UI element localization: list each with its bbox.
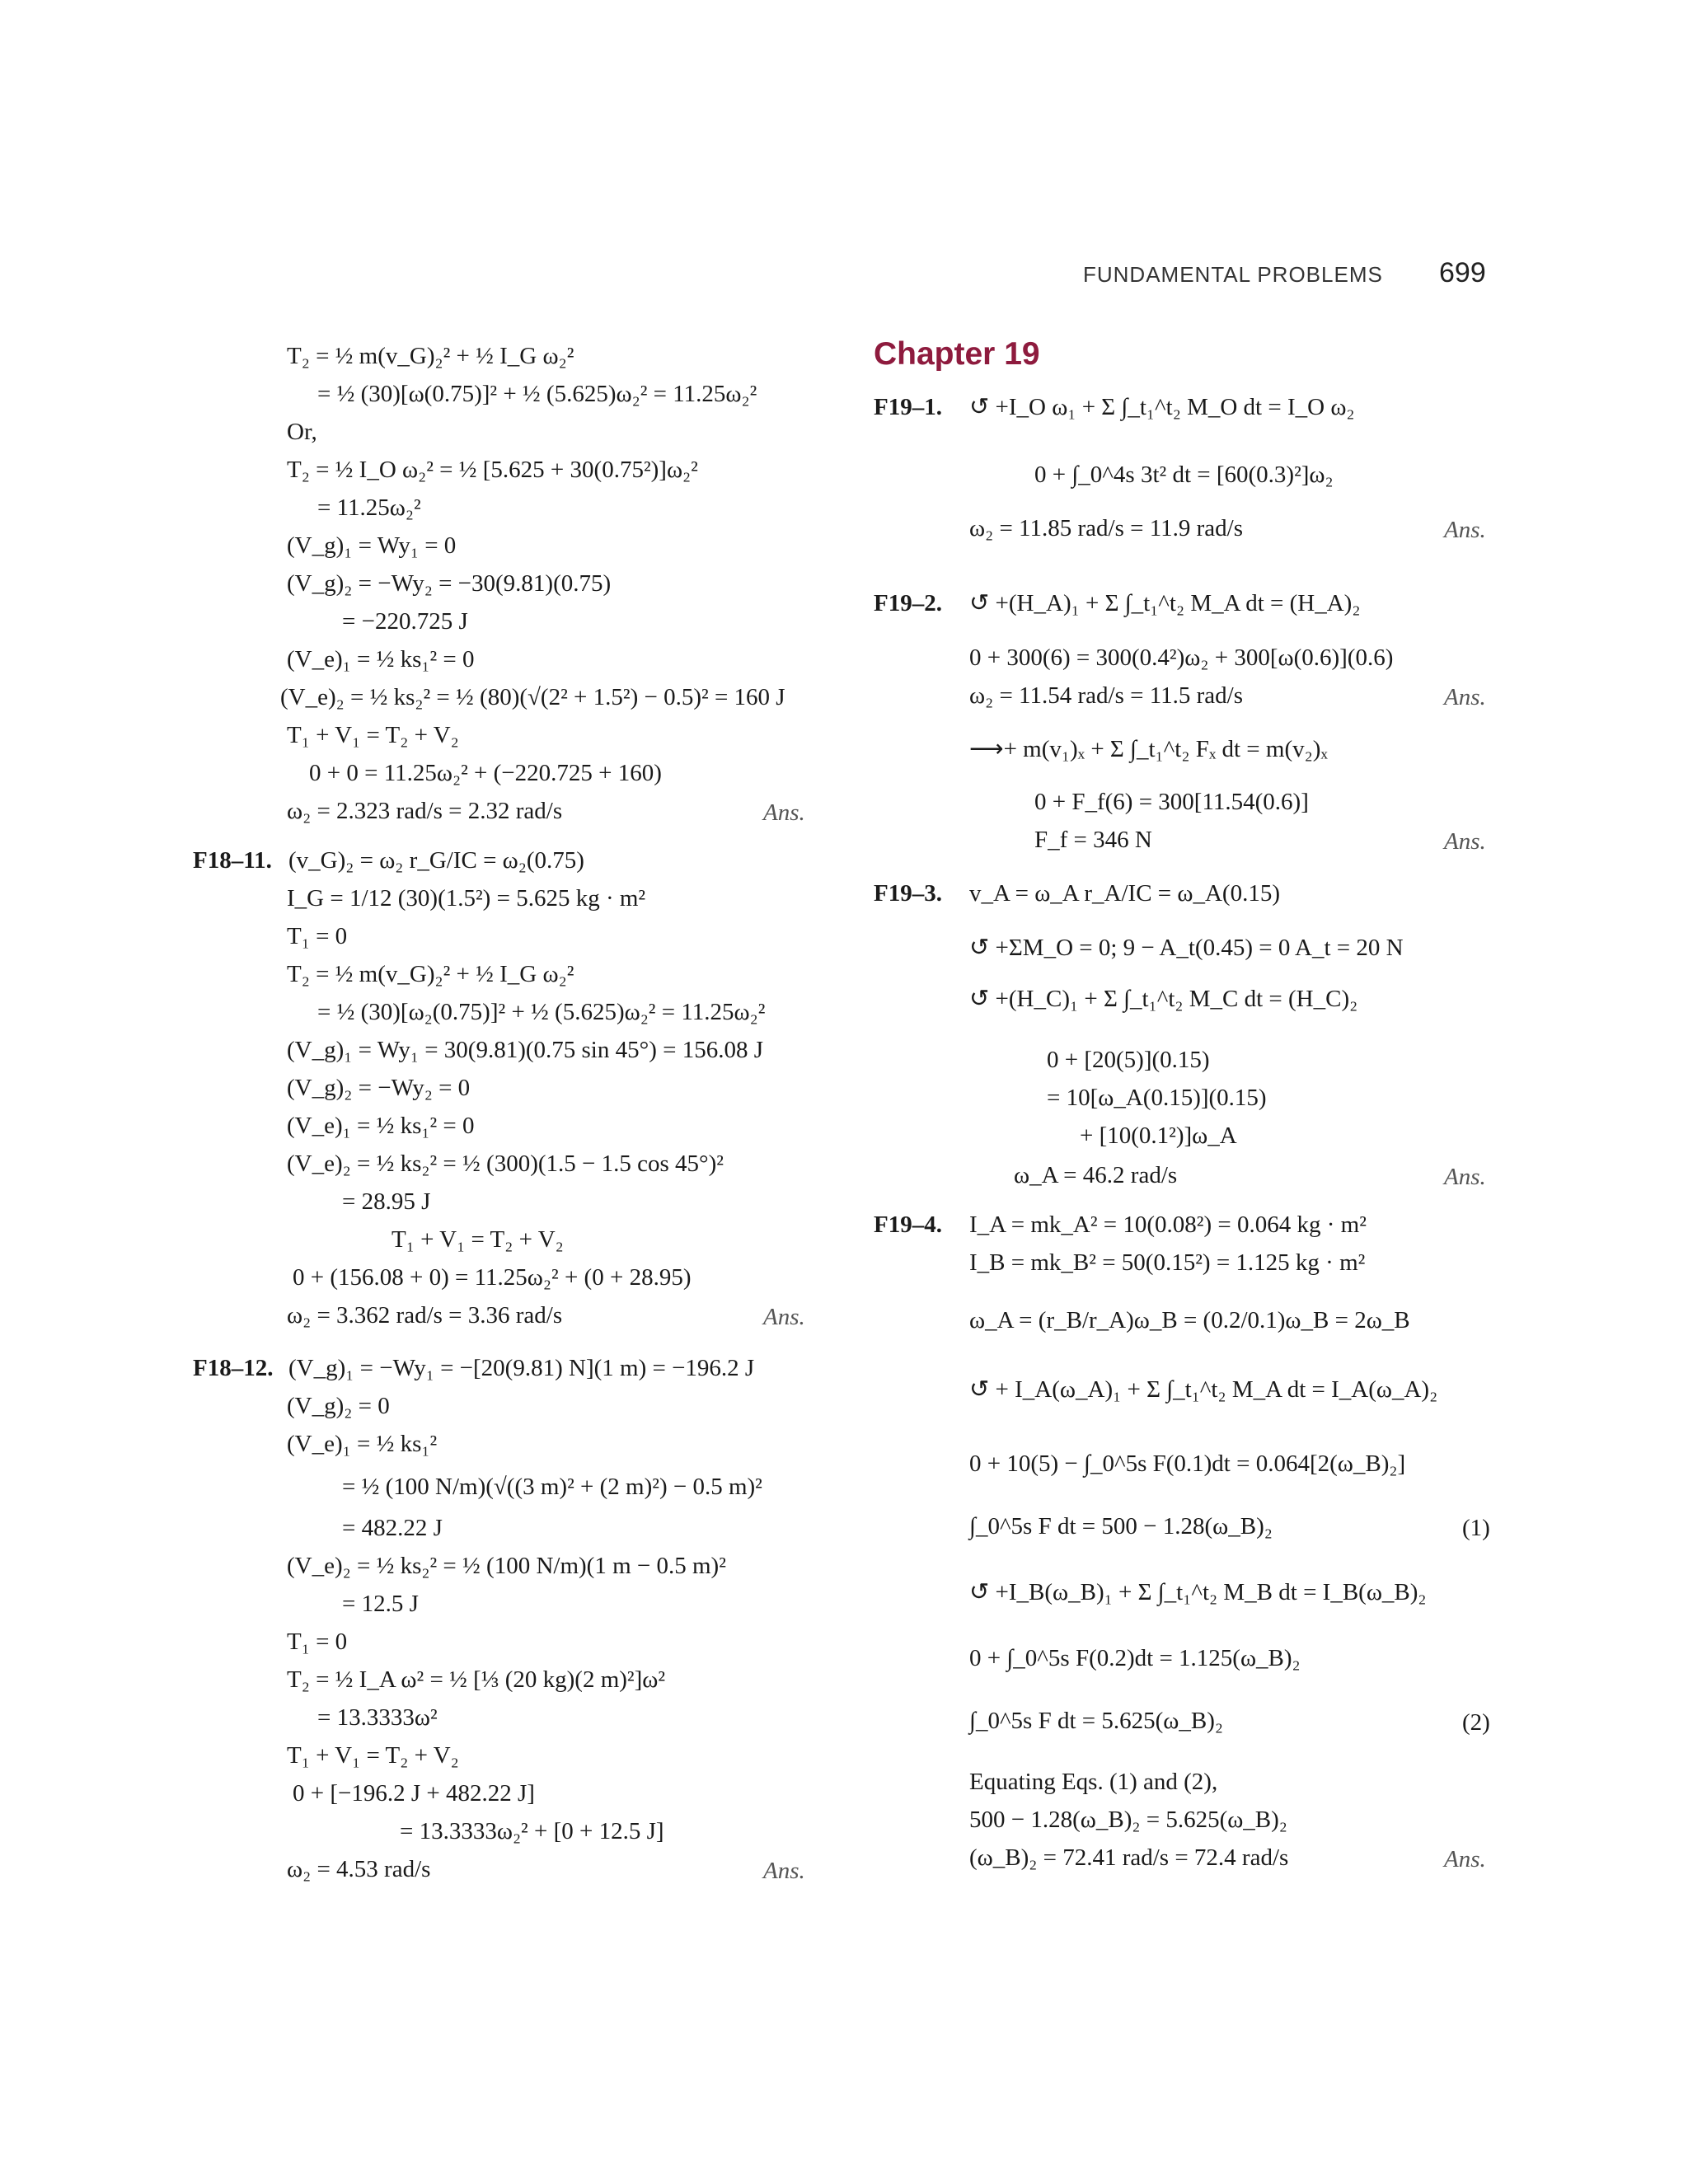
equation-line: T₂ = ½ I_A ω² = ½ [⅓ (20 kg)(2 m)²]ω² (287, 1666, 666, 1693)
equation-line: T₂ = ½ m(v_G)₂² + ½ I_G ω₂² (287, 343, 574, 369)
equation-line: (V_g)₁ = −Wy₁ = −[20(9.81) N](1 m) = −196.2 J (288, 1355, 755, 1381)
equation-line: (V_g)₁ = Wy₁ = 30(9.81)(0.75 sin 45°) = 156.08 J (287, 1037, 764, 1063)
equation-line: T₁ + V₁ = T₂ + V₂ (392, 1226, 564, 1253)
equation-line: = ½ (30)[ω₂(0.75)]² + ½ (5.625)ω₂² = 11.25ω₂² (317, 999, 766, 1025)
equation-line: (V_e)₂ = ½ ks₂² = ½ (300)(1.5 − 1.5 cos 45°)² (287, 1151, 724, 1177)
equation-line: I_B = mk_B² = 50(0.15²) = 1.125 kg · m² (969, 1249, 1366, 1276)
equation-line: ↺ +ΣM_O = 0; 9 − A_t(0.45) = 0 A_t = 20 N (969, 935, 1404, 961)
equation-line: = −220.725 J (342, 608, 468, 635)
problem-label-f18-11: F18–11. (193, 847, 272, 874)
equation-line: Equating Eqs. (1) and (2), (969, 1769, 1218, 1795)
equation-line: 0 + ∫_0^5s F(0.2)dt = 1.125(ω_B)₂ (969, 1645, 1301, 1671)
equation-line: ∫_0^5s F dt = 500 − 1.28(ω_B)₂ (969, 1513, 1273, 1540)
answer-label: Ans. (763, 1858, 805, 1884)
equation-line: = 10[ω_A(0.15)](0.15) (1047, 1085, 1267, 1111)
equation-line: ∫_0^5s F dt = 5.625(ω_B)₂ (969, 1708, 1223, 1734)
equation-line: = 13.3333ω² (317, 1704, 438, 1731)
answer-label: Ans. (763, 799, 805, 826)
equation-line: = 11.25ω₂² (317, 494, 421, 521)
equation-number: (2) (1462, 1709, 1490, 1736)
page-number: 699 (1439, 257, 1486, 288)
equation-line: ω_A = 46.2 rad/s (1014, 1162, 1178, 1188)
equation-line: ↺ +I_B(ω_B)₁ + Σ ∫_t₁^t₂ M_B dt = I_B(ω_B)₂ (969, 1579, 1427, 1605)
answer-label: Ans. (1444, 828, 1486, 855)
equation-line: (ω_B)₂ = 72.41 rad/s = 72.4 rad/s (969, 1844, 1289, 1871)
equation-line: 0 + [−196.2 J + 482.22 J] (293, 1780, 535, 1807)
running-head: FUNDAMENTAL PROBLEMS (1083, 262, 1383, 287)
equation-line: T₂ = ½ I_O ω₂² = ½ [5.625 + 30(0.75²)]ω₂² (287, 457, 698, 483)
problem-label-f19-1: F19–1. (874, 394, 942, 420)
problem-label-f19-4: F19–4. (874, 1212, 942, 1238)
equation-line: 0 + 300(6) = 300(0.4²)ω₂ + 300[ω(0.6)](0.6) (969, 644, 1394, 671)
problem-label-f18-12: F18–12. (193, 1355, 274, 1381)
equation-line: 0 + [20(5)](0.15) (1047, 1047, 1210, 1073)
equation-line: (V_g)₂ = −Wy₂ = −30(9.81)(0.75) (287, 570, 612, 597)
equation-line: (V_g)₂ = −Wy₂ = 0 (287, 1075, 471, 1101)
equation-line: ↺ + I_A(ω_A)₁ + Σ ∫_t₁^t₂ M_A dt = I_A(ω_A)₂ (969, 1376, 1438, 1403)
equation-line: ω₂ = 11.85 rad/s = 11.9 rad/s (969, 515, 1243, 541)
equation-line: ω₂ = 3.362 rad/s = 3.36 rad/s (287, 1302, 563, 1329)
equation-line: 0 + 0 = 11.25ω₂² + (−220.725 + 160) (309, 760, 662, 786)
equation-line: T₂ = ½ m(v_G)₂² + ½ I_G ω₂² (287, 961, 574, 987)
equation-line: 0 + 10(5) − ∫_0^5s F(0.1)dt = 0.064[2(ω_B)₂] (969, 1451, 1406, 1477)
equation-line: (V_e)₁ = ½ ks₁² (287, 1431, 438, 1457)
equation-line: = 12.5 J (342, 1591, 419, 1617)
equation-number: (1) (1462, 1515, 1490, 1541)
equation-line: (V_e)₂ = ½ ks₂² = ½ (100 N/m)(1 m − 0.5 m)² (287, 1553, 726, 1579)
equation-line: (v_G)₂ = ω₂ r_G/IC = ω₂(0.75) (288, 847, 584, 874)
equation-line: (V_g)₁ = Wy₁ = 0 (287, 532, 457, 559)
answer-label: Ans. (1444, 1846, 1486, 1872)
problem-label-f19-2: F19–2. (874, 590, 942, 616)
equation-line: (V_e)₁ = ½ ks₁² = 0 (287, 1113, 475, 1139)
equation-line: ⟶+ m(v₁)ₓ + Σ ∫_t₁^t₂ Fₓ dt = m(v₂)ₓ (969, 736, 1328, 762)
problem-label-f19-3: F19–3. (874, 880, 942, 907)
equation-line: ω₂ = 11.54 rad/s = 11.5 rad/s (969, 682, 1243, 709)
equation-line: (V_e)₁ = ½ ks₁² = 0 (287, 646, 475, 673)
equation-line: = ½ (30)[ω(0.75)]² + ½ (5.625)ω₂² = 11.25ω₂² (317, 381, 757, 407)
page-header (1083, 257, 1495, 290)
answer-label: Ans. (763, 1304, 805, 1330)
equation-line: T₁ + V₁ = T₂ + V₂ (287, 722, 459, 748)
equation-line: ↺ +I_O ω₁ + Σ ∫_t₁^t₂ M_O dt = I_O ω₂ (969, 394, 1355, 420)
equation-line: 500 − 1.28(ω_B)₂ = 5.625(ω_B)₂ (969, 1807, 1287, 1833)
equation-line: I_A = mk_A² = 10(0.08²) = 0.064 kg · m² (969, 1212, 1367, 1238)
equation-line: T₁ + V₁ = T₂ + V₂ (287, 1742, 459, 1769)
equation-line: 0 + F_f(6) = 300[11.54(0.6)] (1034, 789, 1309, 815)
equation-line: = ½ (100 N/m)(√((3 m)² + (2 m)²) − 0.5 m)² (342, 1474, 762, 1500)
equation-line: T₁ = 0 (287, 1629, 348, 1655)
equation-line: (V_e)₂ = ½ ks₂² = ½ (80)(√(2² + 1.5²) − 0.5)² = 160 J (280, 684, 785, 710)
equation-line: T₁ = 0 (287, 923, 348, 949)
equation-line: ↺ +(H_C)₁ + Σ ∫_t₁^t₂ M_C dt = (H_C)₂ (969, 986, 1358, 1012)
equation-line: ω_A = (r_B/r_A)ω_B = (0.2/0.1)ω_B = 2ω_B (969, 1307, 1410, 1333)
equation-line: ω₂ = 2.323 rad/s = 2.32 rad/s (287, 798, 563, 824)
equation-line: ↺ +(H_A)₁ + Σ ∫_t₁^t₂ M_A dt = (H_A)₂ (969, 590, 1361, 616)
equation-line: Or, (287, 419, 317, 445)
equation-line: + [10(0.1²)]ω_A (1080, 1122, 1237, 1149)
equation-line: 0 + ∫_0^4s 3t² dt = [60(0.3)²]ω₂ (1034, 462, 1334, 488)
equation-line: = 482.22 J (342, 1515, 443, 1541)
equation-line: (V_g)₂ = 0 (287, 1393, 390, 1419)
chapter-title: Chapter 19 (874, 336, 1040, 372)
answer-label: Ans. (1444, 1164, 1486, 1190)
equation-line: v_A = ω_A r_A/IC = ω_A(0.15) (969, 880, 1280, 907)
equation-line: F_f = 346 N (1034, 827, 1152, 853)
equation-line: 0 + (156.08 + 0) = 11.25ω₂² + (0 + 28.95) (293, 1264, 692, 1291)
equation-line: = 13.3333ω₂² + [0 + 12.5 J] (400, 1818, 664, 1844)
answer-label: Ans. (1444, 684, 1486, 710)
equation-line: = 28.95 J (342, 1188, 431, 1215)
equation-line: ω₂ = 4.53 rad/s (287, 1856, 431, 1882)
answer-label: Ans. (1444, 517, 1486, 543)
equation-line: I_G = 1/12 (30)(1.5²) = 5.625 kg · m² (287, 885, 646, 912)
